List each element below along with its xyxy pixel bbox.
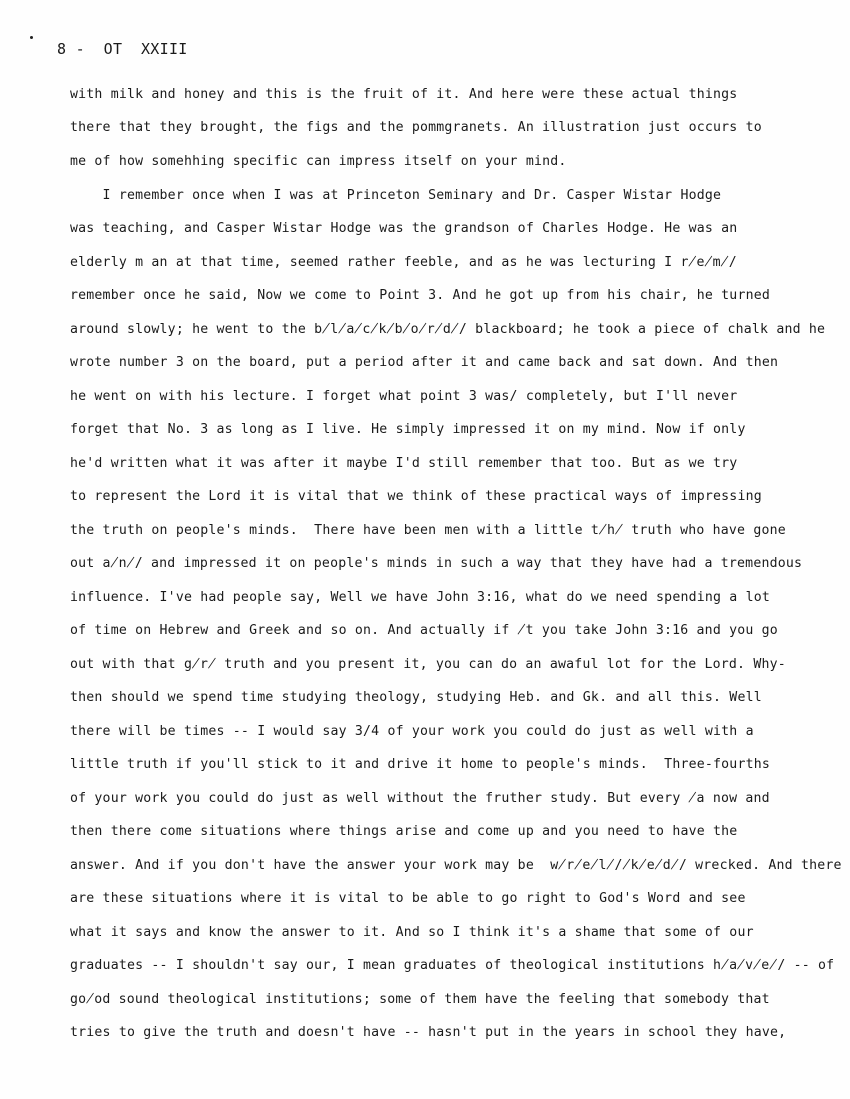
text-line: there that they brought, the figs and the pommgranets. An illustration just occurs to <box>70 120 762 135</box>
text-line: influence. I've had people say, Well we have John 3:16, what do we need spending a lot <box>70 590 771 605</box>
text-line: answer. And if you don't have the answer your work may be w̸r̸e̸l̸/̸k̸e̸d̸/ wrecked. And there <box>70 858 842 873</box>
text-line: of time on Hebrew and Greek and so on. And actually if ̸t you take John 3:16 and you go <box>70 623 778 638</box>
text-line: graduates -- I shouldn't say our, I mean graduates of theological institutions h̸a̸v̸e̸/ -- of <box>70 958 835 973</box>
text-line: forget that No. 3 as long as I live. He simply impressed it on my mind. Now if only <box>70 422 746 437</box>
text-line: around slowly; he went to the b̸l̸a̸c̸k̸b̸o̸r̸d̸/ blackboard; he took a piece of chalk and he <box>70 322 826 337</box>
text-line: elderly m an at that time, seemed rather feeble, and as he was lecturing I r̸e̸m̸/ <box>70 255 737 270</box>
ink-dot <box>30 36 33 39</box>
text-line: remember once he said, Now we come to Point 3. And he got up from his chair, he turned <box>70 288 771 303</box>
text-line: out with that g̸r̸ truth and you present it, you can do an awaful lot for the Lord. Why- <box>70 657 786 672</box>
text-line: what it says and know the answer to it. And so I think it's a shame that some of our <box>70 925 754 940</box>
text-line: there will be times -- I would say 3/4 of your work you could do just as well with a <box>70 724 754 739</box>
text-line: he'd written what it was after it maybe I'd still remember that too. But as we try <box>70 456 738 471</box>
text-line: then should we spend time studying theology, studying Heb. and Gk. and all this. Well <box>70 690 762 705</box>
text-line: to represent the Lord it is vital that we think of these practical ways of impressing <box>70 489 762 504</box>
text-line: of your work you could do just as well without the fruther study. But every ̸a now and <box>70 791 770 806</box>
text-line: with milk and honey and this is the fruit of it. And here were these actual things <box>70 87 738 102</box>
text-line: me of how somehhing specific can impress itself on your mind. <box>70 154 567 169</box>
text-line: little truth if you'll stick to it and drive it home to people's minds. Three-fourths <box>70 757 771 772</box>
text-line: was teaching, and Casper Wistar Hodge was the grandson of Charles Hodge. He was an <box>70 221 738 236</box>
text-line: wrote number 3 on the board, put a period after it and came back and sat down. And then <box>70 355 779 370</box>
text-line: he went on with his lecture. I forget what point 3 was/ completely, but I'll never <box>70 389 738 404</box>
page-header: 8 - OT XXIII <box>57 40 188 58</box>
text-line: out a̸n̸/ and impressed it on people's minds in such a way that they have had a tremendous <box>70 556 803 571</box>
text-line: I remember once when I was at Princeton Seminary and Dr. Casper Wistar Hodge <box>70 188 722 203</box>
text-line: go̸od sound theological institutions; some of them have the feeling that somebody that <box>70 992 770 1007</box>
text-line: the truth on people's minds. There have been men with a little t̸h̸ truth who have gone <box>70 523 786 538</box>
text-line: are these situations where it is vital to be able to go right to God's Word and see <box>70 891 746 906</box>
text-line: tries to give the truth and doesn't have -- hasn't put in the years in school they have, <box>70 1025 787 1040</box>
text-line: then there come situations where things arise and come up and you need to have the <box>70 824 738 839</box>
